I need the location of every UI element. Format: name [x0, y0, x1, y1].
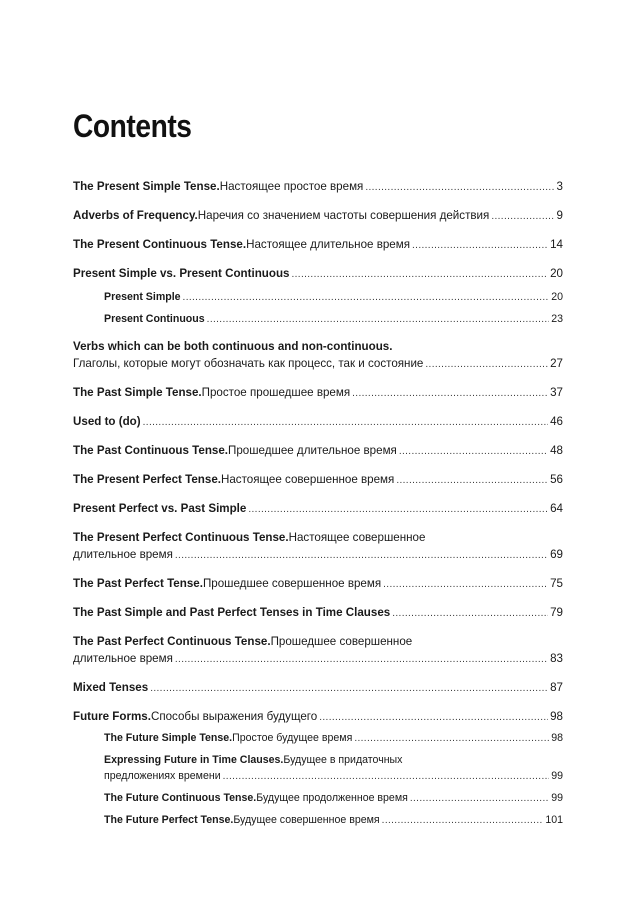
toc-entry-heading: The Past Simple Tense.: [73, 386, 202, 399]
toc-entry-heading: Adverbs of Frequency.: [73, 209, 198, 222]
toc-entry-subtitle: Прошедшее длительное время: [228, 444, 397, 457]
toc-entry-heading: Verbs which can be both continuous and non-continuous.: [73, 340, 393, 353]
toc-page-number: 48: [550, 444, 563, 457]
toc-entry-heading: Expressing Future in Time Clauses.: [104, 754, 284, 766]
toc-page-number: 3: [556, 180, 563, 193]
dot-leader: [392, 607, 548, 621]
dot-leader: [425, 358, 548, 372]
toc-entry[interactable]: [73, 415, 563, 430]
toc-entry-subtitle: Будущее в придаточных: [283, 754, 403, 766]
dot-leader: [223, 770, 550, 784]
toc-page-number: 64: [550, 502, 563, 515]
dot-leader: [396, 474, 548, 488]
toc-entry[interactable]: [73, 180, 563, 195]
toc-page-number: 23: [551, 313, 563, 325]
dot-leader: [143, 416, 548, 430]
toc-subentry[interactable]: [104, 791, 563, 806]
toc-entry-subtitle: Настоящее длительное время: [246, 238, 411, 251]
toc-entry[interactable]: [73, 577, 563, 592]
toc-entry-heading: The Future Continuous Tense.: [104, 792, 257, 804]
toc-entry[interactable]: [73, 444, 563, 459]
dot-leader: [319, 711, 548, 725]
dot-leader: [291, 268, 548, 282]
toc-entry-heading-line[interactable]: [73, 635, 563, 649]
toc-entry-subtitle: Способы выражения будущего: [150, 710, 318, 723]
toc-page-number: 14: [550, 238, 563, 251]
dot-leader: [365, 181, 554, 195]
toc-entry-heading: The Future Perfect Tense.: [104, 814, 234, 826]
dot-leader: [150, 682, 548, 696]
toc-page-number: 9: [556, 209, 563, 222]
toc-entry[interactable]: [73, 473, 563, 488]
toc-entry[interactable]: [73, 710, 563, 725]
toc-page-number: 101: [545, 814, 563, 826]
toc-entry-heading-line[interactable]: [73, 340, 563, 354]
toc-entry-heading: Used to (do): [73, 415, 141, 428]
toc-entry-subtitle: Будущее продолженное время: [256, 792, 408, 804]
toc-entry-subtitle: Настоящее простое время: [219, 180, 364, 193]
toc-entry-heading: Future Forms.: [73, 710, 151, 723]
toc-entry-heading: Present Simple vs. Present Continuous: [73, 267, 290, 280]
toc-page-number: 98: [551, 732, 563, 744]
toc-entry-heading: The Present Simple Tense.: [73, 180, 220, 193]
toc-subentry[interactable]: [104, 312, 563, 327]
toc-entry-heading: The Past Perfect Tense.: [73, 577, 203, 590]
toc-entry-heading: The Past Continuous Tense.: [73, 444, 229, 457]
toc-entry-heading: Present Simple: [104, 291, 181, 303]
toc-entry-heading: The Present Continuous Tense.: [73, 238, 247, 251]
toc-entry[interactable]: [73, 238, 563, 253]
toc-entry-heading: The Future Simple Tense.: [104, 732, 233, 744]
toc-subentry[interactable]: [104, 769, 563, 784]
toc-entry[interactable]: [73, 548, 563, 563]
toc-page-number: 79: [550, 606, 563, 619]
toc-entry-subtitle: Будущее совершенное время: [233, 814, 380, 826]
dot-leader: [410, 792, 549, 806]
toc-entry[interactable]: [73, 652, 563, 667]
toc-entry-subtitle: Настоящее совершенное: [288, 531, 426, 544]
toc-page-number: 56: [550, 473, 563, 486]
toc-entry-subtitle: Простое будущее время: [232, 732, 353, 744]
toc-page-number: 99: [551, 770, 563, 782]
toc-entry-heading: Mixed Tenses: [73, 681, 149, 694]
toc-entry[interactable]: [73, 606, 563, 621]
dot-leader: [412, 239, 548, 253]
toc-entry[interactable]: [73, 386, 563, 401]
toc-entry-subtitle: Простое прошедшее время: [201, 386, 351, 399]
toc-entry[interactable]: [73, 681, 563, 696]
toc-entry-subtitle: Глаголы, которые могут обозначать как процесс, так и состояние: [73, 357, 424, 370]
toc-page-number: 27: [550, 357, 563, 370]
toc-page-number: 20: [551, 291, 563, 303]
toc-page-number: 46: [550, 415, 563, 428]
toc-page-number: 37: [550, 386, 563, 399]
toc-entry-subtitle: Настоящее совершенное время: [220, 473, 395, 486]
toc-entry-heading: Present Continuous: [104, 313, 205, 325]
dot-leader: [207, 313, 550, 327]
toc-entry-heading-line[interactable]: [73, 531, 563, 545]
toc-page-number: 87: [550, 681, 563, 694]
toc-entry-heading: Present Perfect vs. Past Simple: [73, 502, 247, 515]
toc-entry-subtitle: длительное время: [73, 548, 173, 561]
toc-entry-heading: The Past Simple and Past Perfect Tenses in Time Clauses: [73, 606, 391, 619]
toc-entry-subtitle: Прошедшее совершенное: [270, 635, 413, 648]
toc-entry-heading: The Present Perfect Tense.: [73, 473, 221, 486]
toc-page-number: 69: [550, 548, 563, 561]
dot-leader: [183, 291, 550, 305]
toc-entry-subtitle: Прошедшее совершенное время: [202, 577, 382, 590]
toc-subentry[interactable]: [104, 290, 563, 305]
toc-entry-subtitle: предложениях времени: [104, 770, 221, 782]
toc-page-number: 75: [550, 577, 563, 590]
toc-page-number: 98: [550, 710, 563, 723]
toc-page-number: 83: [550, 652, 563, 665]
toc-subentry[interactable]: [104, 813, 563, 828]
dot-leader: [248, 503, 548, 517]
toc-entry[interactable]: [73, 502, 563, 517]
dot-leader: [175, 549, 548, 563]
toc-entry[interactable]: [73, 267, 563, 282]
toc-entry[interactable]: [73, 357, 563, 372]
toc-entry[interactable]: [73, 209, 563, 224]
dot-leader: [399, 445, 548, 459]
dot-leader: [383, 578, 548, 592]
toc-page-number: 20: [550, 267, 563, 280]
toc-entry-heading: The Past Perfect Continuous Tense.: [73, 635, 271, 648]
toc-entry-subtitle: длительное время: [73, 652, 173, 665]
toc-entry-heading: The Present Perfect Continuous Tense.: [73, 531, 289, 544]
toc-page-number: 99: [551, 792, 563, 804]
dot-leader: [354, 732, 549, 746]
toc-entry-subtitle: Наречия со значением частоты совершения действия: [197, 209, 490, 222]
dot-leader: [491, 210, 554, 224]
page-title: Contents: [73, 108, 192, 144]
toc-subentry-heading-line[interactable]: [104, 753, 563, 767]
dot-leader: [175, 653, 548, 667]
dot-leader: [352, 387, 548, 401]
toc-subentry[interactable]: [104, 731, 563, 746]
dot-leader: [382, 814, 544, 828]
